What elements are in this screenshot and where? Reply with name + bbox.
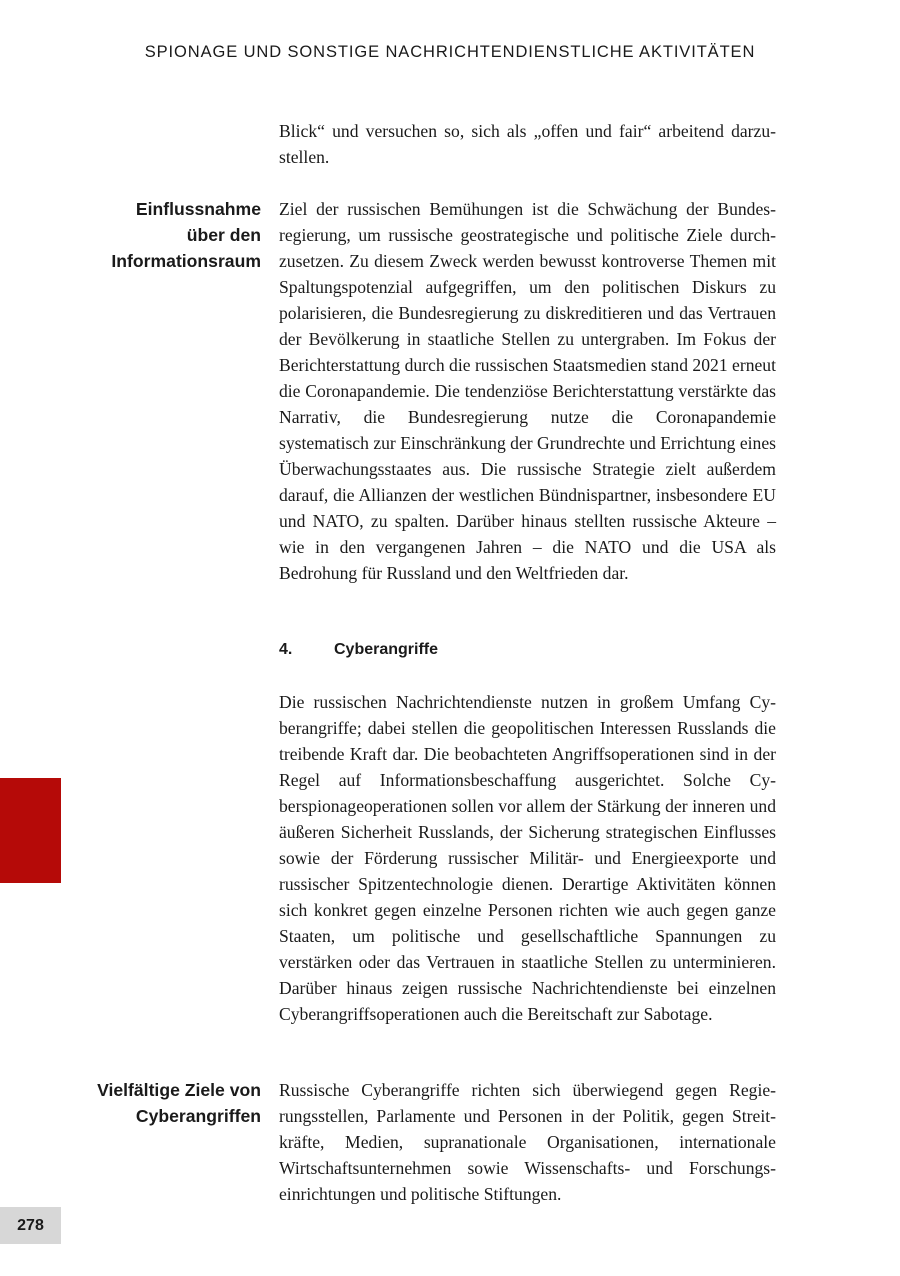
section-number: 4. [279,641,293,658]
margin-note-line: Informationsraum [111,251,261,271]
running-header: SPIONAGE UND SONSTIGE NACHRICHTENDIENSTLICHE AKTIVITÄTEN [144,43,756,61]
margin-note-line: Einflussnahme [135,199,261,219]
margin-note-line: Vielfältige Ziele von [97,1080,261,1100]
section-heading [279,638,438,662]
chapter-marker-tab [0,778,61,883]
margin-note-line: über den [186,225,261,245]
margin-note-information-space [60,196,261,274]
information-space-paragraph: Ziel der russischen Bemühungen ist die Schwächung der Bundesregierung, um russische geostrategische und politische Ziele durchzusetzen. Zu diesem Zweck werden bewusst kontroverse Themen mit Spaltungspotenzial aufgegriffen, um den politischen Diskurs zu polarisieren, die Bundesregierung zu diskreditieren und das Vertrauen der Bevölkerung in staatliche Stellen zu untergraben. Im Fokus der Berichterstattung durch die russischen Staatsmedien stand 2021 erneut die Coronapandemie. Die tendenziöse Berichterstattung verstärkte das Narrativ, die Bundesregierung nutze die Coronapandemie systematisch zur Einschränkung der Grundrechte und Errichtung eines Überwachungsstaates aus. Die russische Strategie zielt außerdem darauf, die Allianzen der westlichen Bündnispartner, insbesondere EU und NATO, zu spalten. Darüber hinaus stellten russische Akteure – wie in den vergangenen Jahren – die NATO und die USA als Bedrohung für Russland und den Weltfrieden dar. [279,199,776,583]
margin-note-line: Cyberangriffen [135,1106,261,1126]
cyber-intro-paragraph: Die russischen Nachrichtendienste nutzen in großem Umfang Cyberangriffe; dabei stellen die geopolitischen Interessen Russlands die treibende Kraft dar. Die beobachteten Angriffsoperationen sind in der Regel auf Informationsbeschaffung ausgerichtet. Solche Cyberspionageoperationen sollen vor allem der Stärkung der inneren und äußeren Sicherheit Russlands, der Sicherung strategischen Einflusses sowie der Förderung russischer Militär- und Energieexporte und russischer Spitzentechnologie dienen. Derartige Aktivitäten können sich konkret gegen einzelne Personen richten wie auch gegen ganze Staaten, um politische und gesellschaftliche Spannungen zu verstärken oder das Vertrauen in staatliche Stellen zu unterminieren. Darüber hinaus zeigen russische Nachrichtendienste bei einzelnen Cyberangriffsoperationen auch die Bereitschaft zur Sabotage. [279,692,776,1024]
page-number: 278 [0,1207,61,1244]
intro-continuation-paragraph: Blick“ und versuchen so, sich als „offen und fair“ arbeitend darzustellen. [279,121,776,167]
margin-note-cyber-targets [60,1077,261,1129]
cyber-targets-paragraph: Russische Cyberangriffe richten sich überwiegend gegen Regierungsstellen, Parlamente und Personen in der Politik, gegen Streitkräfte, Medien, supranationale Organisationen, internationale Wirtschaftsunternehmen sowie Wissenschafts- und Forschungseinrichtungen und politische Stiftungen. [279,1080,776,1204]
section-title: Cyberangriffe [334,641,439,658]
